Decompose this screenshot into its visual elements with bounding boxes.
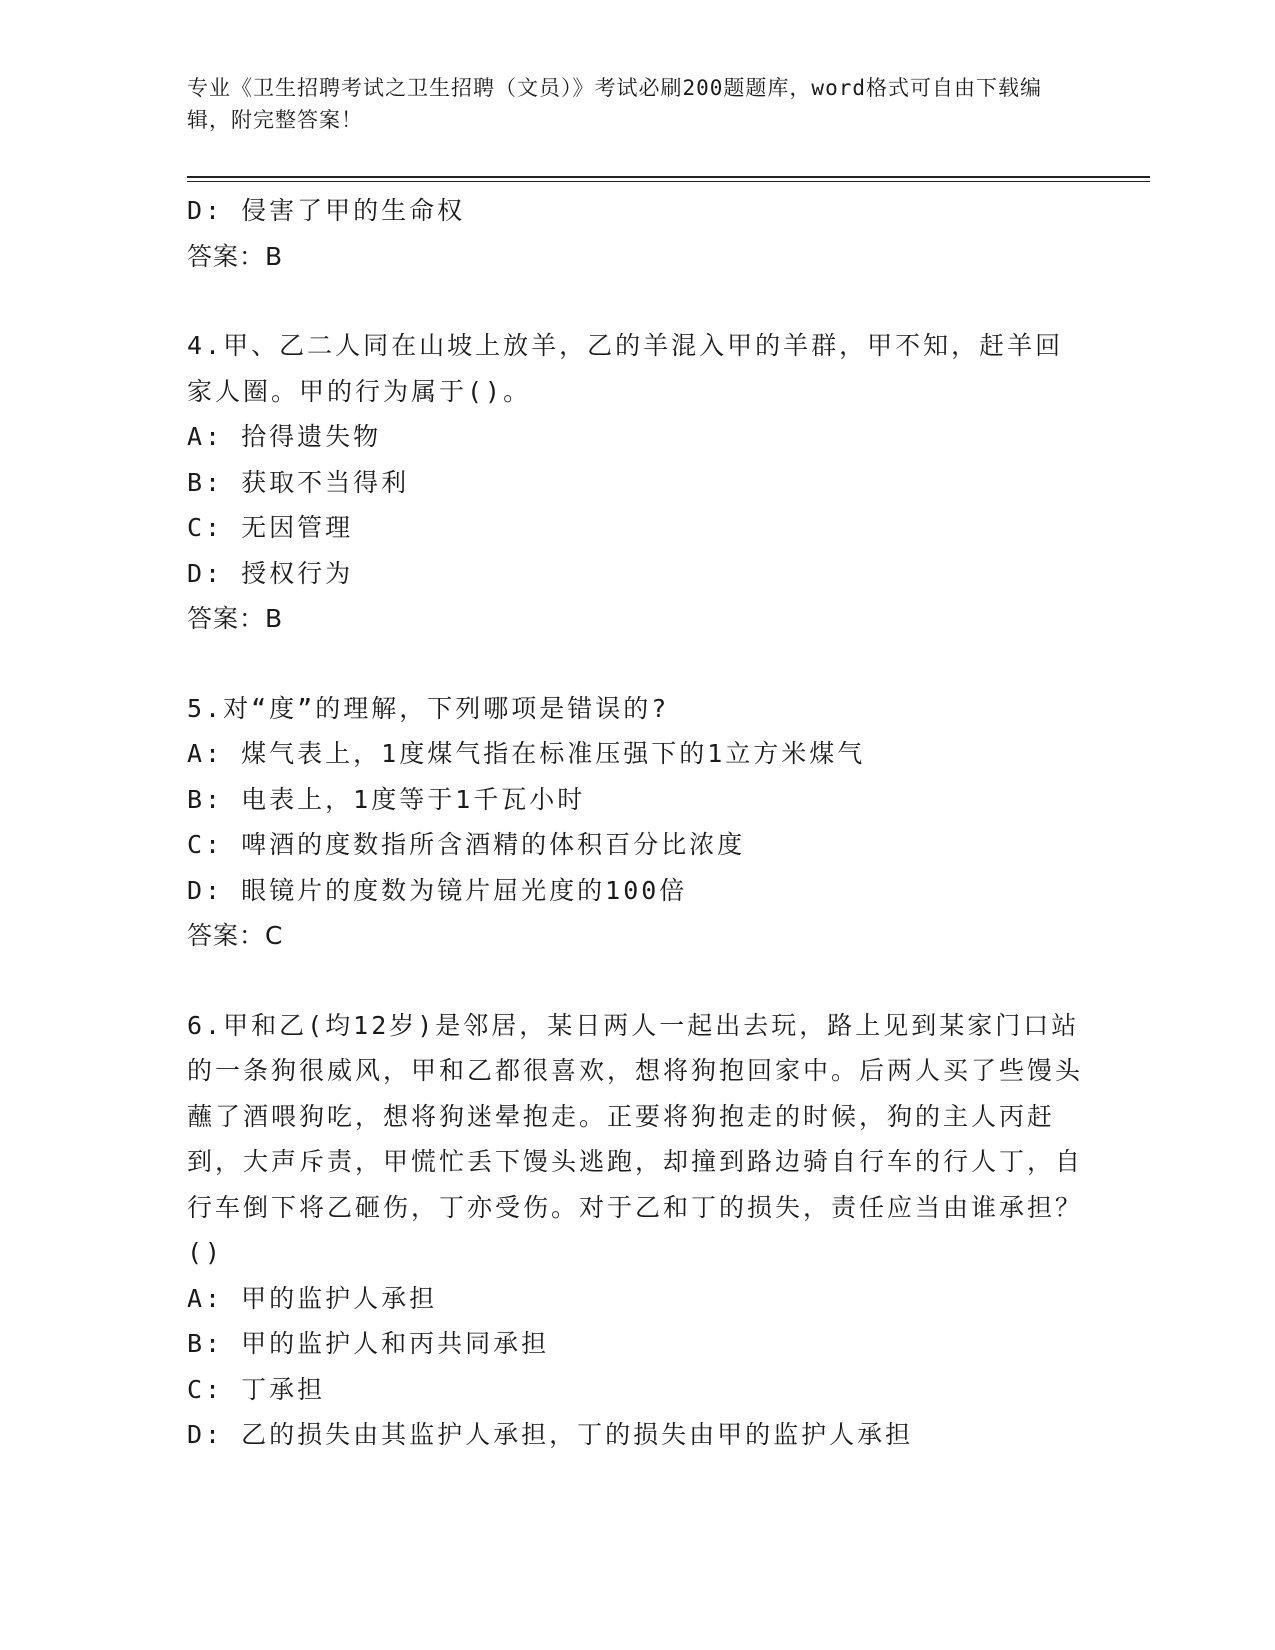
q6-option-b: B: 甲的监护人和丙共同承担 — [187, 1329, 550, 1358]
q4-option-d: D: 授权行为 — [187, 558, 354, 588]
header-rule-thin — [187, 181, 1150, 182]
q5-answer: 答案：C — [187, 921, 284, 950]
q6-option-d: D: 乙的损失由其监护人承担，丁的损失由甲的监护人承担 — [187, 1420, 914, 1449]
document-header: 专业《卫生招聘考试之卫生招聘（文员）》考试必刷200题题库，word格式可自由下载编辑，附完整答案！ — [187, 76, 1042, 132]
q4-option-a: A: 拾得遗失物 — [187, 422, 382, 451]
header-rule-thick — [187, 176, 1150, 178]
q5-option-c: C: 啤酒的度数指所含酒精的体积百分比浓度 — [187, 830, 746, 859]
q5-option-b: B: 电表上，1度等于1千瓦小时 — [187, 784, 586, 814]
q5-option-a: A: 煤气表上，1度煤气指在标准压强下的1立方米煤气 — [187, 739, 866, 768]
spacer — [187, 959, 1087, 1003]
q6-option-a: A: 甲的监护人承担 — [187, 1283, 438, 1313]
spacer — [187, 279, 1087, 323]
q4-stem: 4.甲、乙二人同在山坡上放羊，乙的羊混入甲的羊群，甲不知，赶羊回家人圈。甲的行为属于()。 — [187, 331, 1064, 406]
q4-option-b: B: 获取不当得利 — [187, 467, 410, 497]
q3-answer: 答案：B — [187, 241, 284, 271]
q6-option-c: C: 丁承担 — [187, 1374, 326, 1404]
q5-option-d: D: 眼镜片的度数为镜片屈光度的100倍 — [187, 875, 688, 905]
q5-stem: 5.对“度”的理解，下列哪项是错误的? — [187, 693, 670, 723]
question-content — [187, 188, 1087, 1458]
q4-answer: 答案：B — [187, 604, 284, 633]
q6-stem: 6.甲和乙(均12岁)是邻居，某日两人一起出去玩，路上见到某家门口站的一条狗很威风，甲和乙都很喜欢，想将狗抱回家中。后两人买了些馒头蘸了酒喂狗吃，想将狗迷晕抱走。正要将狗抱走的时候，狗的主人丙赶到，大声斥责，甲慌忙丢下馒头逃跑，却撞到路边骑自行车的行人丁，自行车倒下将乙砸伤，丁亦受伤。对于乙和丁的损失，责任应当由谁承担？() — [187, 1010, 1084, 1267]
q4-option-c: C: 无因管理 — [187, 513, 354, 542]
spacer — [187, 642, 1087, 686]
q3-option-d: D: 侵害了甲的生命权 — [187, 196, 466, 225]
